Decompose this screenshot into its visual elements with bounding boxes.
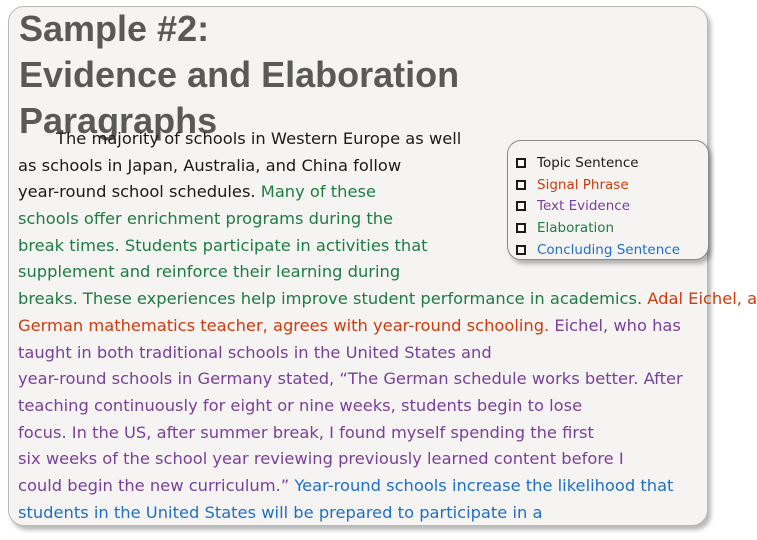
- paragraph-line: [18, 473, 718, 500]
- legend-item: [516, 217, 708, 239]
- segment-topic: The majority of schools in Western Europe as well: [56, 129, 462, 148]
- segment-topic: as schools in Japan, Australia, and China follow: [18, 155, 402, 175]
- segment-signal1: German mathematics teacher, agrees with year-round schooling.: [18, 315, 555, 335]
- checkbox-icon: [516, 158, 526, 168]
- paragraph-line: [18, 259, 718, 286]
- legend-item-label: Topic Sentence: [537, 154, 639, 171]
- checkbox-icon: [516, 201, 526, 211]
- paragraph-line: [18, 393, 718, 420]
- segment-topic: year-round school schedules.: [18, 182, 261, 202]
- segment-elaboration1: schools offer enrichment programs during the: [18, 209, 394, 229]
- segment-evidence2: “The German schedule works better. After: [339, 369, 683, 389]
- segment-elaboration1: Many of these: [260, 182, 377, 202]
- checkbox-icon: [516, 223, 526, 233]
- title-line-1: Sample #2:: [19, 8, 210, 49]
- paragraph-line: [18, 446, 718, 473]
- legend-item-label: Text Evidence: [537, 198, 631, 215]
- slide-title: [19, 6, 459, 144]
- legend-item-label: Concluding Sentence: [537, 242, 681, 259]
- legend-item: [516, 239, 708, 261]
- paragraph-line: [18, 366, 718, 393]
- legend-item: [516, 152, 708, 174]
- legend-item: [516, 174, 708, 196]
- segment-elaboration1: supplement and reinforce their learning during: [18, 262, 401, 282]
- legend-item: [516, 196, 708, 218]
- checkbox-icon: [516, 180, 526, 190]
- segment-concluding: students in the United States will be prepared to participate in a: [18, 502, 543, 522]
- segment-elaboration1: breaks. These experiences help improve student performance in academics.: [18, 289, 648, 309]
- segment-evidence2: focus. In the US, after summer break, I found myself spending the first: [18, 422, 594, 442]
- paragraph-line: [18, 313, 718, 340]
- segment-evidence1: Eichel, who has: [554, 315, 681, 335]
- segment-concluding: Year-round schools increase the likelihood that: [294, 475, 674, 495]
- segment-evidence2: could begin the new curriculum.”: [18, 475, 295, 495]
- checkbox-icon: [516, 245, 526, 255]
- legend-item-label: Signal Phrase: [537, 176, 629, 193]
- legend-box: [507, 140, 709, 260]
- legend-item-label: Elaboration: [537, 220, 615, 237]
- paragraph-line: [18, 500, 718, 527]
- title-line-2: Evidence and Elaboration: [19, 54, 460, 95]
- paragraph-line: [18, 420, 718, 447]
- segment-elaboration1: break times. Students participate in activities that: [18, 235, 428, 255]
- segment-evidence1: taught in both traditional schools in the United States and: [18, 342, 492, 362]
- paragraph-line: [18, 286, 757, 313]
- segment-evidence2: six weeks of the school year reviewing previously learned content before I: [18, 449, 624, 469]
- segment-evidence1: year-round schools in Germany stated,: [18, 369, 340, 389]
- segment-evidence2: teaching continuously for eight or nine weeks, students begin to lose: [18, 395, 583, 415]
- paragraph-line: [18, 340, 718, 367]
- title-line-3: Paragraphs: [19, 100, 218, 141]
- legend-list: [508, 141, 708, 261]
- segment-signal1: Adal Eichel, a: [647, 289, 757, 309]
